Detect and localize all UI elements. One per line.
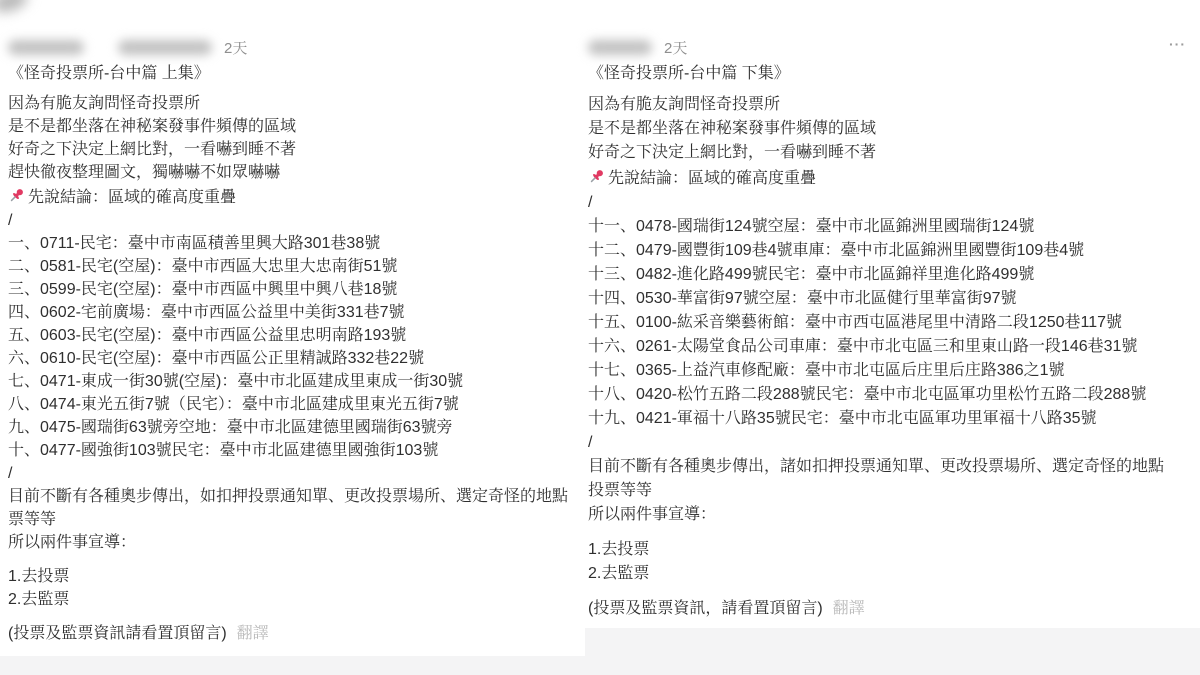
outro-line: 目前不斷有各種奧步傳出，如扣押投票通知單、更改投票場所、選定奇怪的地點	[8, 488, 569, 505]
address-list-item: 十二、0479-國豐街109巷4號車庫：臺中市北區錦洲里國豐街109巷4號	[588, 242, 1085, 259]
post-card-part1	[8, 36, 585, 645]
post-header	[8, 36, 585, 58]
address-list-item: 七、0471-東成一街30號(空屋)：臺中市北區建成里東成一街30號	[8, 373, 464, 390]
outro-line: 投票等等	[588, 482, 653, 499]
conclusion-text: 先說結論：區域的確高度重疊	[608, 170, 817, 187]
post-content	[588, 62, 1192, 621]
address-list-item: 四、0602-宅前廣場：臺中市西區公益里中美街331巷7號	[8, 304, 405, 321]
conclusion-text: 先說結論：區域的確高度重疊	[28, 189, 237, 206]
post-header	[588, 36, 1192, 58]
more-options-icon[interactable]: ···	[1169, 36, 1186, 52]
address-list-item: 三、0599-民宅(空屋)：臺中市西區中興里中興八巷18號	[8, 281, 398, 298]
post-timestamp: 2天	[224, 39, 248, 57]
address-list-item: 十四、0530-華富街97號空屋：臺中市北區健行里華富街97號	[588, 290, 1017, 307]
address-list-item: 十、0477-國強街103號民宅：臺中市北區建德里國強街103號	[8, 442, 439, 459]
outro-line: 所以兩件事宣導：	[8, 534, 137, 551]
address-list-item: 十三、0482-進化路499號民宅：臺中市北區錦祥里進化路499號	[588, 266, 1035, 283]
redacted-user-meta[interactable]	[118, 40, 212, 55]
background-strip-left	[0, 656, 585, 675]
address-list-item: 十七、0365-上益汽車修配廠：臺中市北屯區后庄里后庄路386之1號	[588, 362, 1065, 379]
intro-line: 因為有脆友詢問怪奇投票所	[588, 96, 781, 113]
post-title: 《怪奇投票所-台中篇 下集》	[588, 65, 790, 82]
footer-line	[8, 622, 585, 645]
address-list-item: 二、0581-民宅(空屋)：臺中市西區大忠里大忠南街51號	[8, 258, 398, 275]
intro-line: 是不是都坐落在神秘案發事件頻傳的區域	[8, 118, 297, 135]
address-list-item: 九、0475-國瑞街63號旁空地：臺中市北區建德里國瑞街63號旁	[8, 419, 453, 436]
divider-line: /	[588, 194, 593, 211]
address-list-item: 六、0610-民宅(空屋)：臺中市西區公正里精誠路332巷22號	[8, 350, 425, 367]
intro-line: 趕快徹夜整理圖文，獨嚇嚇不如眾嚇嚇	[8, 164, 281, 181]
background-strip-right	[585, 628, 1200, 675]
step-line: 2.去監票	[8, 591, 70, 608]
translate-button[interactable]: 翻譯	[832, 600, 865, 617]
pushpin-icon	[588, 168, 605, 185]
post-timestamp: 2天	[664, 39, 688, 57]
address-list-item: 一、0711-民宅：臺中市南區積善里興大路301巷38號	[8, 235, 381, 252]
pushpin-icon	[8, 187, 25, 204]
address-list-item: 八、0474-東光五街7號（民宅）：臺中市北區建成里東光五街7號	[8, 396, 459, 413]
conclusion-line	[8, 186, 585, 209]
address-list-item: 十八、0420-松竹五路二段288號民宅：臺中市北屯區軍功里松竹五路二段288號	[588, 386, 1147, 403]
redacted-username[interactable]	[588, 40, 652, 55]
address-list-item: 十一、0478-國瑞街124號空屋：臺中市北區錦洲里國瑞街124號	[588, 218, 1035, 235]
address-list-item: 十六、0261-太陽堂食品公司車庫：臺中市北屯區三和里東山路一段146巷31號	[588, 338, 1138, 355]
footer-line	[588, 597, 1192, 621]
address-list-item: 十九、0421-軍福十八路35號民宅：臺中市北屯區軍功里軍福十八路35號	[588, 410, 1097, 427]
divider-line: /	[8, 212, 13, 229]
post-title: 《怪奇投票所-台中篇 上集》	[8, 65, 210, 82]
intro-line: 是不是都坐落在神秘案發事件頻傳的區域	[588, 120, 877, 137]
divider-line: /	[588, 434, 593, 451]
outro-line: 票等等	[8, 511, 57, 528]
redacted-username[interactable]	[8, 40, 84, 55]
divider-line: /	[8, 465, 13, 482]
post-card-part2	[588, 36, 1192, 621]
intro-line: 好奇之下決定上網比對，一看嚇到睡不著	[588, 144, 877, 161]
outro-line: 所以兩件事宣導：	[588, 506, 717, 523]
intro-line: 好奇之下決定上網比對，一看嚇到睡不著	[8, 141, 297, 158]
footer-note: (投票及監票資訊請看置頂留言)	[8, 625, 227, 642]
address-list-item: 五、0603-民宅(空屋)：臺中市西區公益里忠明南路193號	[8, 327, 407, 344]
intro-line: 因為有脆友詢問怪奇投票所	[8, 95, 201, 112]
translate-button[interactable]: 翻譯	[236, 625, 269, 642]
step-line: 1.去投票	[8, 568, 70, 585]
conclusion-line	[588, 167, 1192, 191]
outro-line: 目前不斷有各種奧步傳出，諸如扣押投票通知單、更改投票場所、選定奇怪的地點	[588, 458, 1165, 475]
step-line: 2.去監票	[588, 565, 650, 582]
step-line: 1.去投票	[588, 541, 650, 558]
post-content	[8, 62, 585, 645]
corner-blur-artifact	[0, 0, 30, 16]
footer-note: (投票及監票資訊，請看置頂留言)	[588, 600, 823, 617]
address-list-item: 十五、0100-紘采音樂藝術館：臺中市西屯區港尾里中清路二段1250巷117號	[588, 314, 1123, 331]
